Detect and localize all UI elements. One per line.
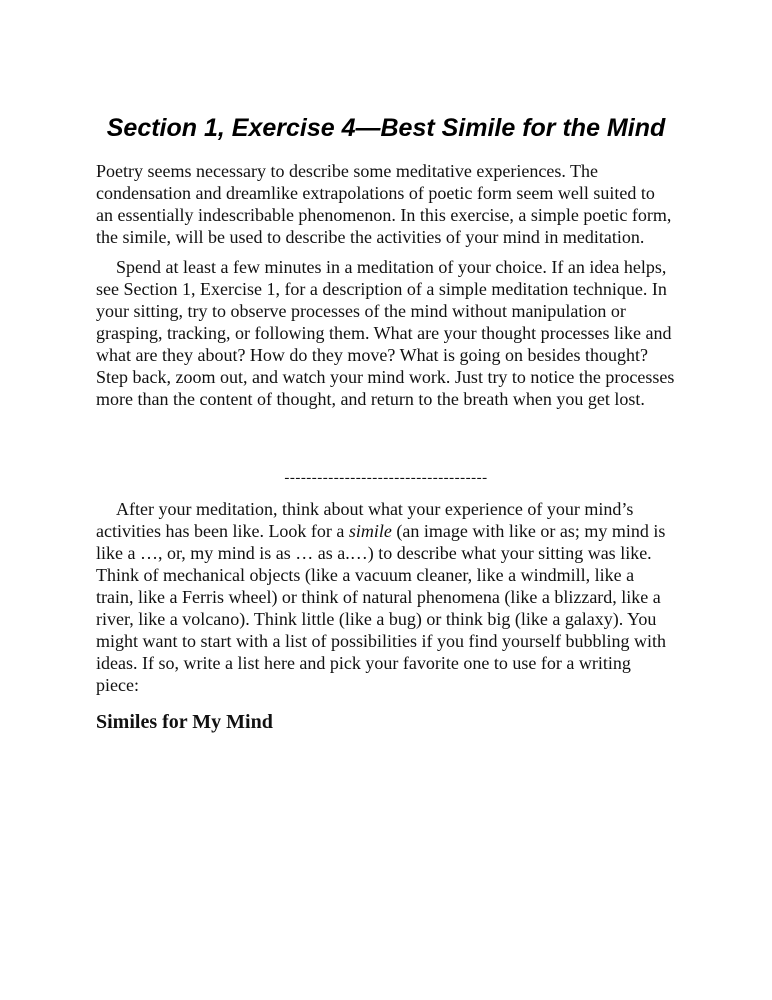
instructions-paragraph: Spend at least a few minutes in a meditation of your choice. If an idea helps, see Section 1, Exercise 1, for a description of a simple meditation technique. In your sitting, try to observe processes of the mind without manipulation or grasping, tracking, or following them. What are your thought processes like and what are they about? How do they move? What is going on besides thought? Step back, zoom out, and watch your mind work. Just try to notice the processes more than the content of thought, and return to the breath when you get lost. [96,257,675,409]
simile-paragraph [96,498,676,696]
document-page [96,112,676,734]
simile-paragraph-text-start: After your meditation, think about what your experience of your mind’s activities has been like. Look for a [96,499,634,541]
similes-heading: Similes for My Mind [96,711,273,733]
simile-term: simile [348,521,392,541]
section-divider: ------------------------------------- [284,470,488,486]
intro-paragraph: Poetry seems necessary to describe some meditative experiences. The condensation and dreamlike extrapolations of poetic form seem well suited to an essentially indescribable phenomenon. In this exercise, a simple poetic form, the simile, will be used to describe the activities of your mind in meditation. [96,161,672,247]
page-title: Section 1, Exercise 4—Best Simile for the Mind [106,114,666,142]
simile-paragraph-text-end: (an image with like or as; my mind is like a …, or, my mind is as … as a.…) to describe what your sitting was like. Think of mechanical objects (like a vacuum cleaner, like a windmill, like a train, like a Ferris wheel) or think of natural phenomena (like a blizzard, like a river, like a volcano). Think little (like a bug) or think big (like a galaxy). You might want to start with a list of possibilities if you find yourself bubbling with ideas. If so, write a list here and pick your favorite one to use for a writing piece: [96,521,666,695]
